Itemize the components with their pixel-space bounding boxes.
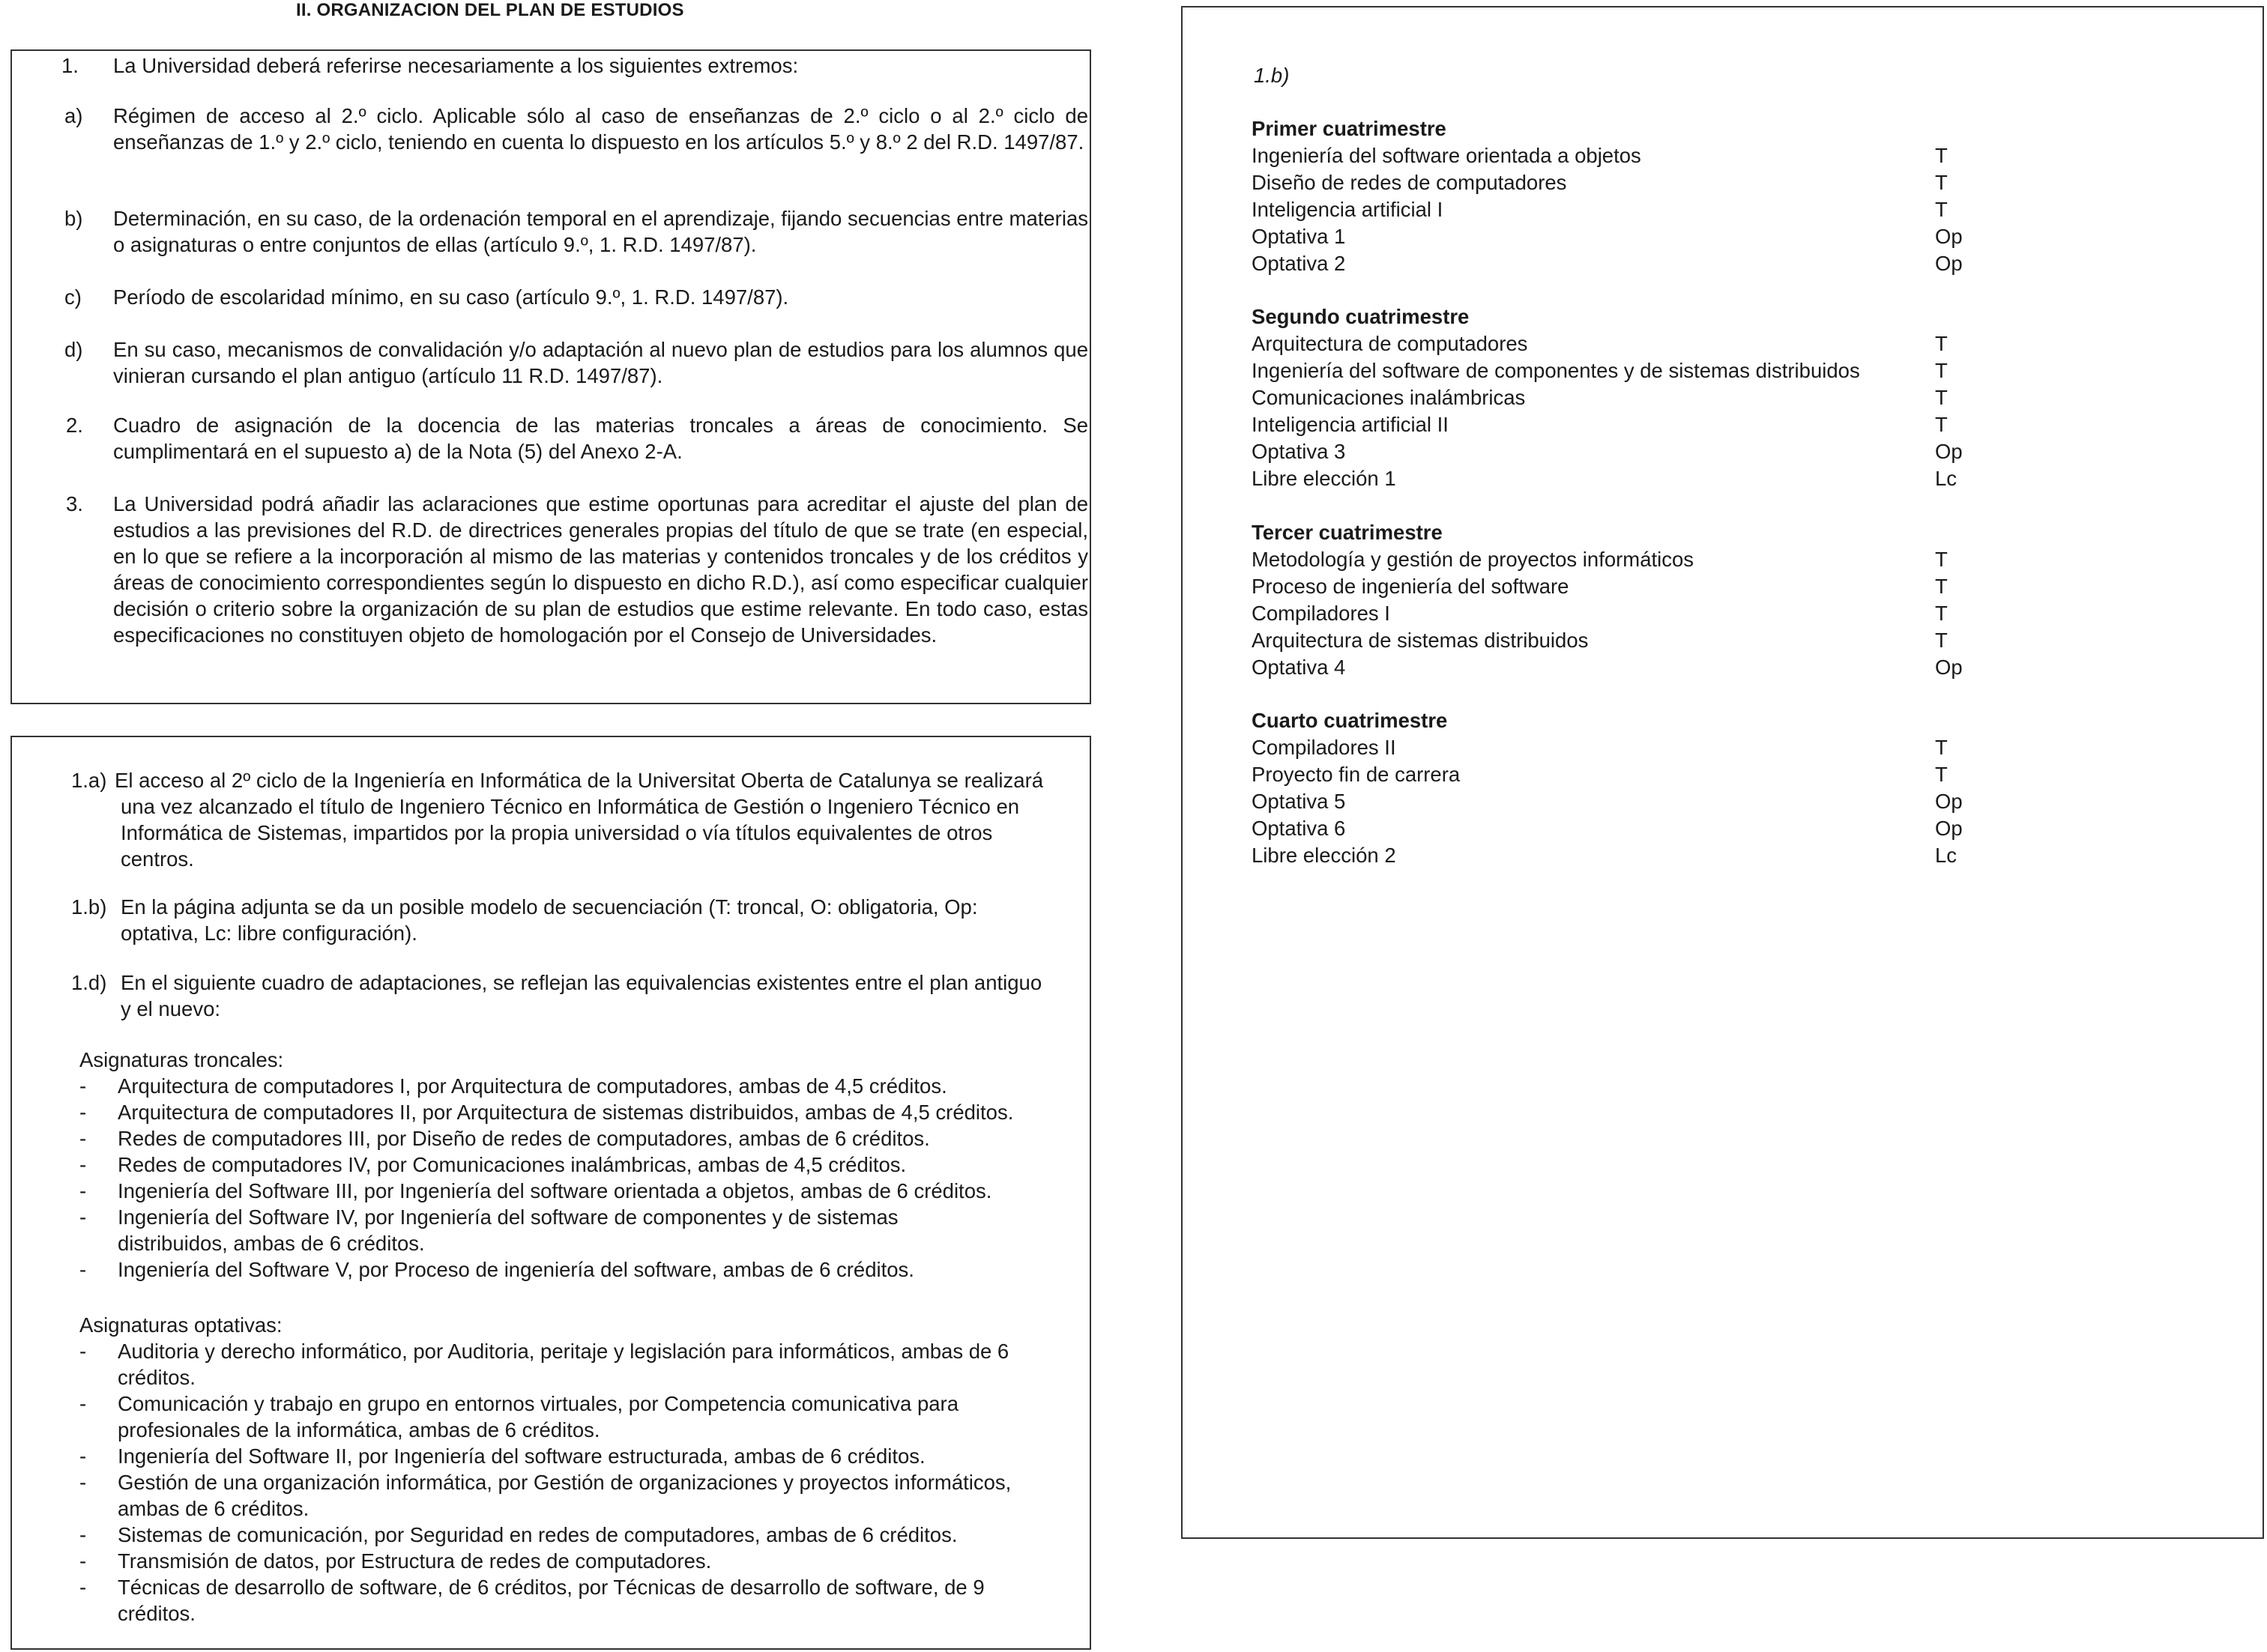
table-row xyxy=(1252,654,2001,681)
list-item-text: Arquitectura de computadores I, por Arquitectura de computadores, ambas de 4,5 créditos. xyxy=(118,1074,947,1098)
item-text: Cuadro de asignación de la docencia de las materias troncales a áreas de conocimiento. Se cumplimentará en el supuesto a) de la Nota (5) del Anexo 2-A. xyxy=(113,414,1088,463)
section-label: 1.b) xyxy=(1254,64,1290,87)
note-text: En el siguiente cuadro de adaptaciones, se reflejan las equivalencias existentes entre el plan antiguo y el nuevo: xyxy=(121,971,1042,1020)
table-row xyxy=(1252,411,2001,438)
subject-name: Compiladores I xyxy=(1252,602,1390,625)
item-text: En su caso, mecanismos de convalidación y/o adaptación al nuevo plan de estudios para los alumnos que vinieran cursando el plan antiguo (artículo 11 R.D. 1497/87). xyxy=(113,338,1088,387)
subject-name: Optativa 2 xyxy=(1252,252,1346,275)
table-row xyxy=(1252,842,2001,869)
item-text: La Universidad deberá referirse necesariamente a los siguientes extremos: xyxy=(113,54,799,77)
subject-name: Optativa 5 xyxy=(1252,790,1346,813)
item-text: Determinación, en su caso, de la ordenación temporal en el aprendizaje, fijando secuencias entre materias o asignaturas o entre conjuntos de ellas (artículo 9.º, 1. R.D. 1497/87). xyxy=(113,207,1088,256)
subject-name: Inteligencia artificial II xyxy=(1252,413,1449,436)
item-text: Régimen de acceso al 2.º ciclo. Aplicable sólo al caso de enseñanzas de 2.º ciclo o al 2.º ciclo de enseñanzas de 1.º y 2.º ciclo, teniendo en cuenta lo dispuesto en los artículos 5.º y 8.º 2 del R.D. 1497/87. xyxy=(113,104,1088,154)
subject-name: Metodología y gestión de proyectos informáticos xyxy=(1252,548,1694,571)
instructions-box xyxy=(10,49,1091,704)
subject-type: T xyxy=(1935,763,1948,786)
subject-type: T xyxy=(1935,575,1948,598)
table-row xyxy=(1252,142,2001,169)
table-row xyxy=(1252,196,2001,223)
subject-type: T xyxy=(1935,386,1948,409)
subject-name: Optativa 1 xyxy=(1252,225,1346,248)
subject-name: Optativa 3 xyxy=(1252,440,1346,463)
list-item-text: Ingeniería del Software II, por Ingeniería del software estructurada, ambas de 6 créditos. xyxy=(118,1444,926,1468)
subject-name: Diseño de redes de computadores xyxy=(1252,171,1567,194)
list-item-text: Sistemas de comunicación, por Seguridad en redes de computadores, ambas de 6 créditos. xyxy=(118,1523,958,1546)
list-item-text: Transmisión de datos, por Estructura de redes de computadores. xyxy=(118,1549,712,1573)
subject-type: Lc xyxy=(1935,844,1957,867)
subject-type: T xyxy=(1935,171,1948,194)
note-text: En la página adjunta se da un posible modelo de secuenciación (T: troncal, O: obligatoria, Op: optativa, Lc: libre configuración). xyxy=(121,895,978,945)
list-item-text: Gestión de una organización informática, por Gestión de organizaciones y proyectos informáticos, ambas de 6 créditos. xyxy=(118,1471,1012,1520)
subject-type: Op xyxy=(1935,225,1963,248)
optativas-heading: Asignaturas optativas: xyxy=(79,1313,283,1337)
table-row xyxy=(1252,384,2001,411)
subject-type: T xyxy=(1935,413,1948,436)
subject-name: Ingeniería del software orientada a objetos xyxy=(1252,144,1641,167)
table-row xyxy=(1252,250,2001,277)
subject-type: T xyxy=(1935,602,1948,625)
semester-title: Cuarto cuatrimestre xyxy=(1252,709,1448,732)
note-label: 1.b) xyxy=(71,895,107,919)
item-label: a) xyxy=(64,104,83,127)
subject-type: T xyxy=(1935,548,1948,571)
semester-block xyxy=(1252,303,2001,492)
subject-type: Op xyxy=(1935,252,1963,275)
table-row xyxy=(1252,223,2001,250)
item-label: c) xyxy=(64,285,82,309)
subject-type: Op xyxy=(1935,440,1963,463)
table-row xyxy=(1252,169,2001,196)
list-item-text: Técnicas de desarrollo de software, de 6 créditos, por Técnicas de desarrollo de software, de 9 créditos. xyxy=(118,1576,985,1625)
semester-block xyxy=(1252,115,2001,277)
subject-name: Ingeniería del software de componentes y de sistemas distribuidos xyxy=(1252,359,1860,382)
subject-type: Lc xyxy=(1935,467,1957,490)
subject-name: Arquitectura de sistemas distribuidos xyxy=(1252,629,1589,652)
semester-title: Primer cuatrimestre xyxy=(1252,117,1446,140)
note-label: 1.d) xyxy=(71,971,107,994)
item-text: La Universidad podrá añadir las aclaraciones que estime oportunas para acreditar el ajuste del plan de estudios a las previsiones del R.D. de directrices generales propias del título de que se trate (en especial, en lo que se refiere a la incorporación al mismo de las materias y contenidos troncales y de los créditos y áreas de conocimiento correspondientes según lo dispuesto en dicho R.D.), así como especificar cualquier decisión o criterio sobre la organización de su plan de estudios que estime relevante. En todo caso, estas especificaciones no constituyen objeto de homologación por el Consejo de Universidades. xyxy=(113,492,1088,647)
subject-type: T xyxy=(1935,332,1948,355)
list-item-text: Ingeniería del Software IV, por Ingeniería del software de componentes y de sistemas distribuidos, ambas de 6 créditos. xyxy=(118,1205,899,1255)
subject-type: Op xyxy=(1935,656,1963,679)
list-item-text: Redes de computadores III, por Diseño de redes de computadores, ambas de 6 créditos. xyxy=(118,1127,930,1150)
list-item-text: Auditoria y derecho informático, por Auditoria, peritaje y legislación para informáticos, ambas de 6 créditos. xyxy=(118,1340,1009,1389)
list-item-text: Redes de computadores IV, por Comunicaciones inalámbricas, ambas de 4,5 créditos. xyxy=(118,1153,907,1176)
table-row xyxy=(1252,734,2001,761)
list-item-text: Ingeniería del Software III, por Ingeniería del software orientada a objetos, ambas de 6 créditos. xyxy=(118,1179,992,1202)
table-row xyxy=(1252,627,2001,654)
semester-title: Segundo cuatrimestre xyxy=(1252,305,1470,328)
subject-type: Op xyxy=(1935,790,1963,813)
subject-name: Arquitectura de computadores xyxy=(1252,332,1528,355)
subject-name: Optativa 4 xyxy=(1252,656,1346,679)
subject-type: T xyxy=(1935,198,1948,221)
table-row xyxy=(1252,815,2001,842)
table-row xyxy=(1252,438,2001,465)
list-item-text: Arquitectura de computadores II, por Arquitectura de sistemas distribuidos, ambas de 4,5 créditos. xyxy=(118,1101,1014,1124)
note-label: 1.a) xyxy=(71,769,107,792)
subject-name: Proceso de ingeniería del software xyxy=(1252,575,1569,598)
table-row xyxy=(1252,357,2001,384)
table-row xyxy=(1252,546,2001,573)
subject-name: Inteligencia artificial I xyxy=(1252,198,1443,221)
item-label: 3. xyxy=(66,492,83,515)
table-row xyxy=(1252,788,2001,815)
table-row xyxy=(1252,330,2001,357)
subject-name: Comunicaciones inalámbricas xyxy=(1252,386,1526,409)
subject-type: T xyxy=(1935,629,1948,652)
page-title: II. ORGANIZACION DEL PLAN DE ESTUDIOS xyxy=(296,0,684,20)
table-row xyxy=(1252,465,2001,492)
subject-type: T xyxy=(1935,736,1948,759)
table-row xyxy=(1252,573,2001,600)
item-label: d) xyxy=(64,338,83,361)
troncales-heading: Asignaturas troncales: xyxy=(79,1048,284,1071)
item-label: 1. xyxy=(61,54,79,77)
subject-type: Op xyxy=(1935,817,1963,840)
list-item-text: Comunicación y trabajo en grupo en entornos virtuales, por Competencia comunicativa para profesionales de la informática, ambas de 6 créditos. xyxy=(118,1392,959,1441)
item-text: Período de escolaridad mínimo, en su caso (artículo 9.º, 1. R.D. 1497/87). xyxy=(113,285,789,309)
table-row xyxy=(1252,761,2001,788)
subject-name: Proyecto fin de carrera xyxy=(1252,763,1461,786)
subject-name: Optativa 6 xyxy=(1252,817,1346,840)
subject-name: Libre elección 1 xyxy=(1252,467,1396,490)
subject-name: Libre elección 2 xyxy=(1252,844,1396,867)
item-label: 2. xyxy=(66,414,83,437)
table-row xyxy=(1252,600,2001,627)
item-label: b) xyxy=(64,207,83,230)
subject-type: T xyxy=(1935,144,1948,167)
sequencing-box xyxy=(1181,6,2264,1539)
notes-box: 1.a) El acceso al 2º ciclo de la Ingeniería en Informática de la Universitat Oberta de Catalunya se realizará una vez alcanzado el título de Ingeniero Técnico en Informática de Gestión o Ingeniero Técnico en Informática de Sistemas, impartidos por la propia universidad o vía títulos equivalentes de otros centros. 1.b) En la página adjunta se da un posible modelo de secuenciación (T: troncal, O: obligatoria, Op: optativa, Lc: libre configuración). 1.d) En el siguiente cuadro de adaptaciones, se reflejan las equivalencias existentes entre el plan antiguo y el nuevo: Asignaturas troncales: - Arquitectura de computadores I, por Arquitectura de computadores, ambas de 4,5 créditos. - Arquitectura de computadores II, por Arquitectura de sistemas distribuidos, ambas de 4,5 créditos. - Redes de computadores III, por Diseño de redes de computadores, ambas de 6 créditos. - Redes de computadores IV, por Comunicaciones inalámbricas, ambas de 4,5 créditos. - Ingeniería del Software III, por Ingeniería del software orientada a objetos, ambas de 6 créditos. - Ingeniería del Software IV, por Ingeniería del software de componentes y de sistemas distribuidos, ambas de 6 créditos. - Ingeniería del Software V, por Proceso de ingeniería del software, ambas de 6 créditos. Asignaturas optativas: - Auditoria y derecho informático, por Auditoria, peritaje y legislación para informáticos, ambas de 6 créditos. - Comunicación y trabajo en grupo en entornos virtuales, por Competencia comunicativa para profesionales de la informática, ambas de 6 créditos. - Ingeniería del Software II, por Ingeniería del software estructurada, ambas de 6 créditos. - Gestión de una organización informática, por Gestión de organizaciones y proyectos informáticos, ambas de 6 créditos. - Sistemas de comunicación, por Seguridad en redes de computadores, ambas de 6 créditos. - Transmisión de datos, por Estructura de redes de computadores. - Técnicas de desarrollo de software, de 6 créditos, por Técnicas de desarrollo de software, de 9 créditos. xyxy=(10,736,1091,1650)
subject-type: T xyxy=(1935,359,1948,382)
semester-block xyxy=(1252,519,2001,681)
semester-title: Tercer cuatrimestre xyxy=(1252,521,1443,544)
semester-block xyxy=(1252,707,2001,869)
note-text: El acceso al 2º ciclo de la Ingeniería en Informática de la Universitat Oberta de Catalunya se realizará una vez alcanzado el título de Ingeniero Técnico en Informática de Gestión o Ingeniero Técnico en Informática de Sistemas, impartidos por la propia universidad o vía títulos equivalentes de otros centros. xyxy=(115,769,1044,871)
list-item-text: Ingeniería del Software V, por Proceso de ingeniería del software, ambas de 6 créditos. xyxy=(118,1258,914,1281)
subject-name: Compiladores II xyxy=(1252,736,1396,759)
